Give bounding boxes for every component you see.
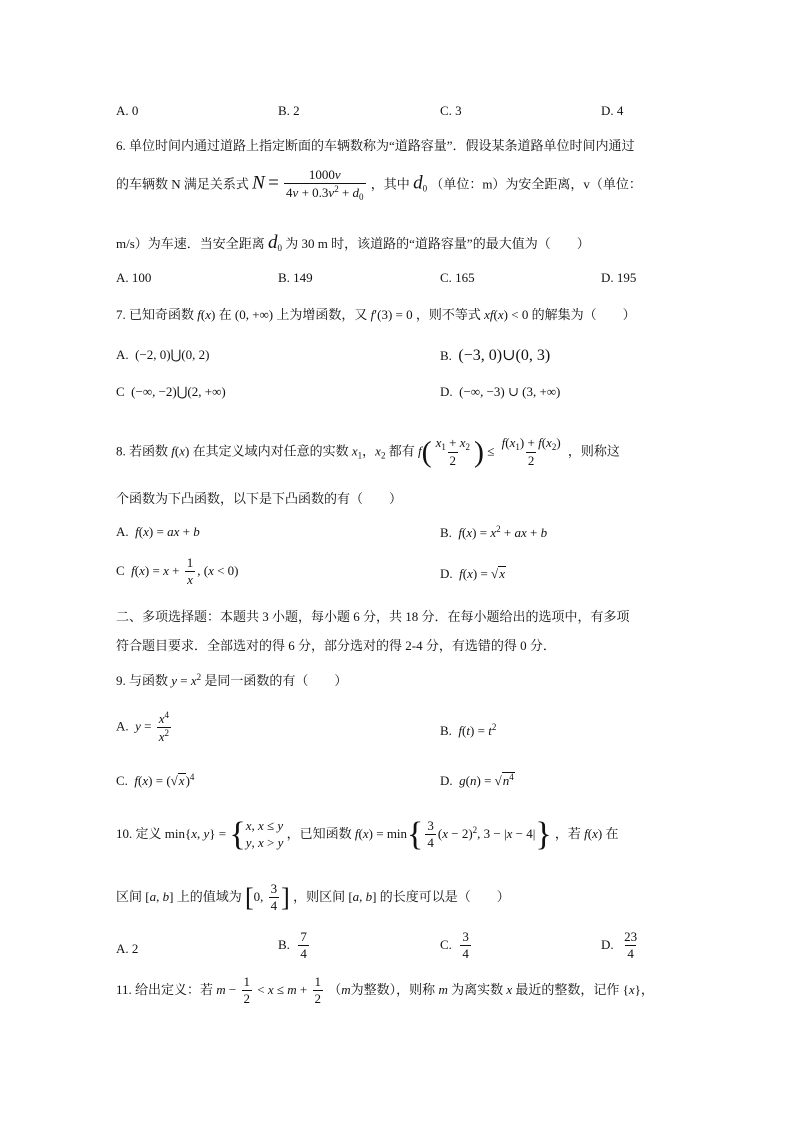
q9-stem: 9. 与函数 $y = x^2$ 是同一函数的有（ ） [116, 672, 348, 688]
q9-option-b: B. $f(t) = t^2$ [440, 722, 497, 738]
q7-stem: 7. 已知奇函数 f(x) 在 (0, +∞) 上为增函数，又 f′(3) = 0 ，则不等式 xf(x) < 0 的解集为（ ） [116, 307, 636, 322]
q5-option-c: C. 3 [440, 103, 462, 118]
q8-option-a: A. f(x) = ax + b [116, 524, 200, 539]
q10-option-a: A. 2 [116, 941, 139, 956]
q8-option-d: D. f(x) = √x [440, 566, 505, 581]
q11-stem: 11. 给出定义：若 m − $\frac{1}{2}$ < x ≤ m + $\frac{1}{2}$ （m为整数），则称 m 为离实数 x 最近的整数，记作 {x}， [116, 974, 654, 1006]
q6-formula: $\frac{1000v}{4v + 0.3v^2 + d_0}$ [286, 167, 364, 202]
q8-option-b: B. $f(x) = x^2$ + ax + b [440, 524, 548, 540]
q10-option-b: B. $\frac{7}{4}$ [278, 929, 307, 961]
section2-line1: 二、多项选择题：本题共 3 小题，每小题 6 分，共 18 分．在每小题给出的选项中，有多项 [116, 609, 630, 624]
q6-line2: 的车辆数 N 满足关系式 N = $\frac{1000v}{4v + 0.3v^2 + d_0}$ ，其中 $d_0$ （单位：m）为安全距离，v（单位： [116, 167, 642, 202]
q10-stem: 10. 定义 min{x, y} = { x, x ≤ y y, x > y ，已知函数 f(x) = min{ $\frac{3}{4}$ $(x - 2)^2$, 3 − |x − 4|} ，若 f(x) 在 [116, 816, 619, 853]
q6-option-d: D. 195 [601, 270, 637, 285]
q7-option-d: D. (−∞, −3) ∪ (3, +∞) [440, 384, 561, 399]
q5-option-d: D. 4 [601, 103, 624, 118]
q8-line2: 个函数为下凸函数，以下是下凸函数的有（ ） [116, 491, 403, 506]
q7-option-c: C (−∞, −2)⋃(2, +∞) [116, 384, 226, 399]
q9-option-d: D. $g(n) = √n^4$ [440, 772, 514, 788]
section2-line2: 符合题目要求．全部选对的得 6 分，部分选对的得 2-4 分，有选错的得 0 分． [116, 638, 556, 653]
q5-option-b: B. 2 [278, 103, 300, 118]
q8-stem: 8. 若函数 f(x) 在其定义域内对任意的实数 $x_1$，$x_2$ 都有 f( $\frac{x_1 + x_2}{2}$ ) ≤ $\frac{f(x_1) + f(x_2)}{2}$ ，则称这 [116, 435, 620, 469]
q7-option-b: B. (−3, 0)∪(0, 3) [440, 347, 551, 364]
q9-option-c: C. $f(x) = (√x)^4$ [116, 772, 195, 788]
q8-option-c: C f(x) = x + $\frac{1}{x}$ , (x < 0) [116, 555, 239, 587]
q6-line3: m/s）为车速．当安全距离 $d_0$ 为 30 m 时，该道路的“道路容量”的最大值为（ ） [116, 232, 590, 253]
q5-option-a: A. 0 [116, 103, 139, 118]
q6-option-c: C. 165 [440, 270, 475, 285]
q6-option-b: B. 149 [278, 270, 313, 285]
q6-line1: 6. 单位时间内通过道路上指定断面的车辆数称为“道路容量”．假设某条道路单位时间内通过 [116, 138, 635, 153]
q6-option-a: A. 100 [116, 270, 152, 285]
q9-option-a: A. y = $\frac{x^4}{x^2}$ [116, 710, 170, 744]
q10-option-d: D. $\frac{23}{4}$ [601, 929, 638, 961]
q10-line2: 区间 [a, b] 上的值域为 [0, $\frac{3}{4}$ ] ，则区间 [a, b] 的长度可以是（ ） [116, 881, 510, 913]
q7-option-a: A. (−2, 0)⋃(0, 2) [116, 347, 210, 362]
q10-option-c: C. $\frac{3}{4}$ [440, 929, 469, 961]
